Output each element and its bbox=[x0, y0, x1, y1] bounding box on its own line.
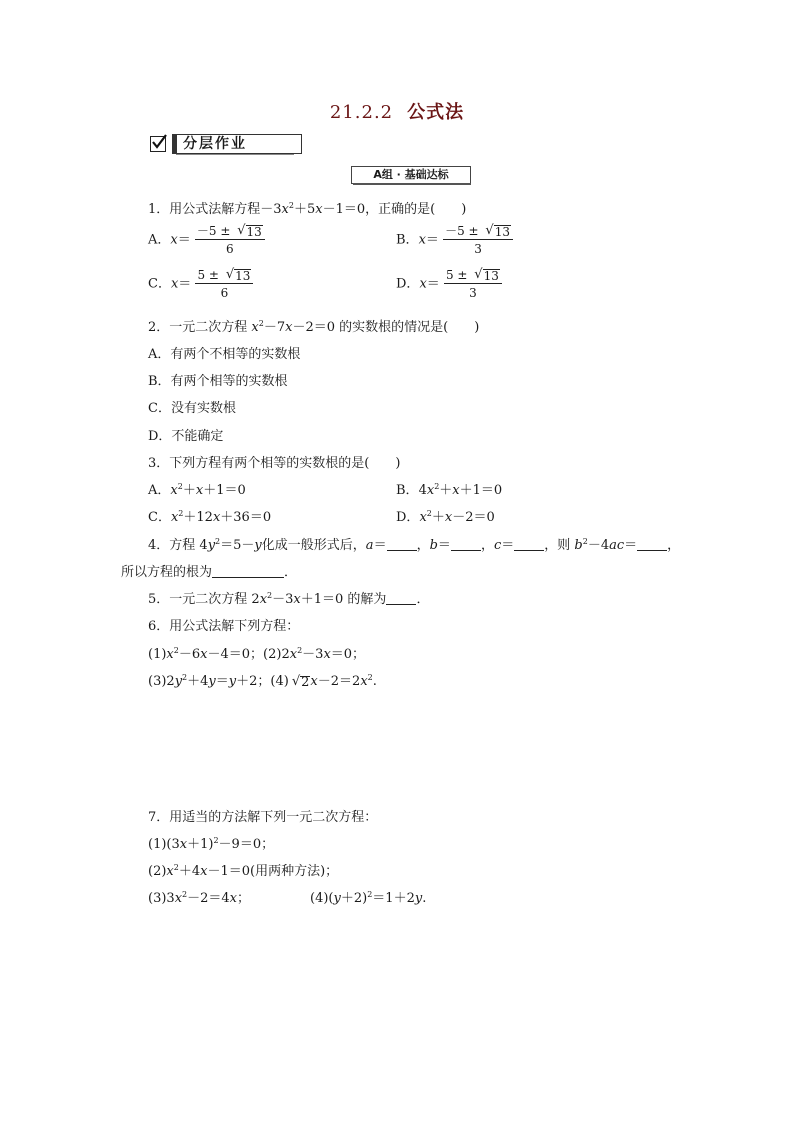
q2-stem: 2．一元二次方程 $x^2-7x-2=0$ 的实数根的情况是( ) bbox=[148, 319, 480, 335]
q1-option-b: B．x＝ －5 ± √ 13 3 bbox=[396, 224, 513, 256]
q7-line1: $(1)(3x+1)^2-9=0$； bbox=[148, 836, 275, 852]
page-title bbox=[0, 98, 794, 124]
q1-option-d: D．x＝ 5 ± √ 13 3 bbox=[396, 268, 502, 300]
q3-option-d: D．$x^2+x-2=0$ bbox=[396, 509, 495, 525]
q6-line1: $(1)x^2-6x-4=0$；$(2)2x^2-3x=0$； bbox=[148, 646, 366, 662]
q3-option-c: C．$x^2+12x+36=0$ bbox=[148, 509, 272, 525]
q6-line2: $(3)2y^2+4y=y+2$；(4) √ 2 $x-2=2x^2$. bbox=[148, 673, 377, 690]
fraction: －5 ± √ 13 3 bbox=[443, 224, 513, 256]
blank-discriminant[interactable] bbox=[637, 538, 667, 551]
q7-line3-right: $(4)(y+2)^2=1+2y$. bbox=[310, 890, 427, 906]
q1-option-c: C．x＝ 5 ± √ 13 6 bbox=[148, 268, 253, 300]
q3-option-a: A．$x^2+x+1=0$ bbox=[148, 482, 246, 498]
title-name: 公式法 bbox=[407, 102, 465, 123]
blank-solution[interactable] bbox=[386, 592, 416, 605]
q3-option-b: B．$4x^2+x+1=0$ bbox=[396, 482, 503, 498]
checkbox-icon bbox=[150, 136, 166, 152]
sqrt-symbol: √ 2 bbox=[291, 674, 310, 690]
q7-line3-left: $(3)3x^2-2=4x$； bbox=[148, 890, 251, 906]
q2-option-a: A．有两个不相等的实数根 bbox=[148, 347, 301, 362]
sqrt-symbol: √ 13 bbox=[474, 267, 499, 283]
q4-line2: 所以方程的根为 ． bbox=[121, 565, 298, 580]
blank-roots[interactable] bbox=[212, 565, 284, 578]
q2-option-d: D．不能确定 bbox=[148, 429, 224, 444]
q1-option-a: A．x＝ －5 ± √ 13 6 bbox=[148, 224, 265, 256]
fraction: －5 ± √ 13 6 bbox=[195, 224, 265, 256]
blank-a[interactable] bbox=[387, 538, 417, 551]
group-label-shadow bbox=[353, 183, 471, 185]
homework-label: 分层作业 bbox=[172, 134, 302, 154]
q1-stem: 1．用公式法解方程$-3x^2+5x-1=0$，正确的是( ) bbox=[148, 201, 467, 217]
q2-option-c: C．没有实数根 bbox=[148, 401, 236, 416]
fraction: 5 ± √ 13 6 bbox=[195, 268, 253, 300]
blank-c[interactable] bbox=[514, 538, 544, 551]
q3-stem: 3．下列方程有两个相等的实数根的是( ) bbox=[148, 456, 401, 471]
q6-stem: 6．用公式法解下列方程： bbox=[148, 619, 300, 634]
sqrt-symbol: √ 13 bbox=[225, 267, 251, 283]
sqrt-symbol: √ 13 bbox=[237, 223, 262, 239]
title-number: 21.2.2 bbox=[329, 102, 394, 123]
q2-option-b: B．有两个相等的实数根 bbox=[148, 374, 288, 389]
q5-stem: 5．一元二次方程 $2x^2-3x+1=0$ 的解为 ． bbox=[148, 591, 430, 607]
heading-underline bbox=[176, 154, 294, 155]
q7-stem: 7．用适当的方法解下列一元二次方程： bbox=[148, 810, 378, 825]
sqrt-symbol: √ 13 bbox=[485, 223, 510, 239]
q7-line2: $(2)x^2+4x-1=0$(用两种方法)； bbox=[148, 863, 339, 879]
blank-b[interactable] bbox=[451, 538, 481, 551]
group-label: A组 · 基础达标 bbox=[351, 166, 471, 184]
fraction: 5 ± √ 13 3 bbox=[444, 268, 502, 300]
q4-stem: 4．方程 $4y^2=5-y$化成一般形式后，a＝ ，b＝ ，c＝ ，则 $b^2-4ac=$ ， bbox=[148, 537, 681, 553]
homework-heading bbox=[150, 133, 302, 155]
